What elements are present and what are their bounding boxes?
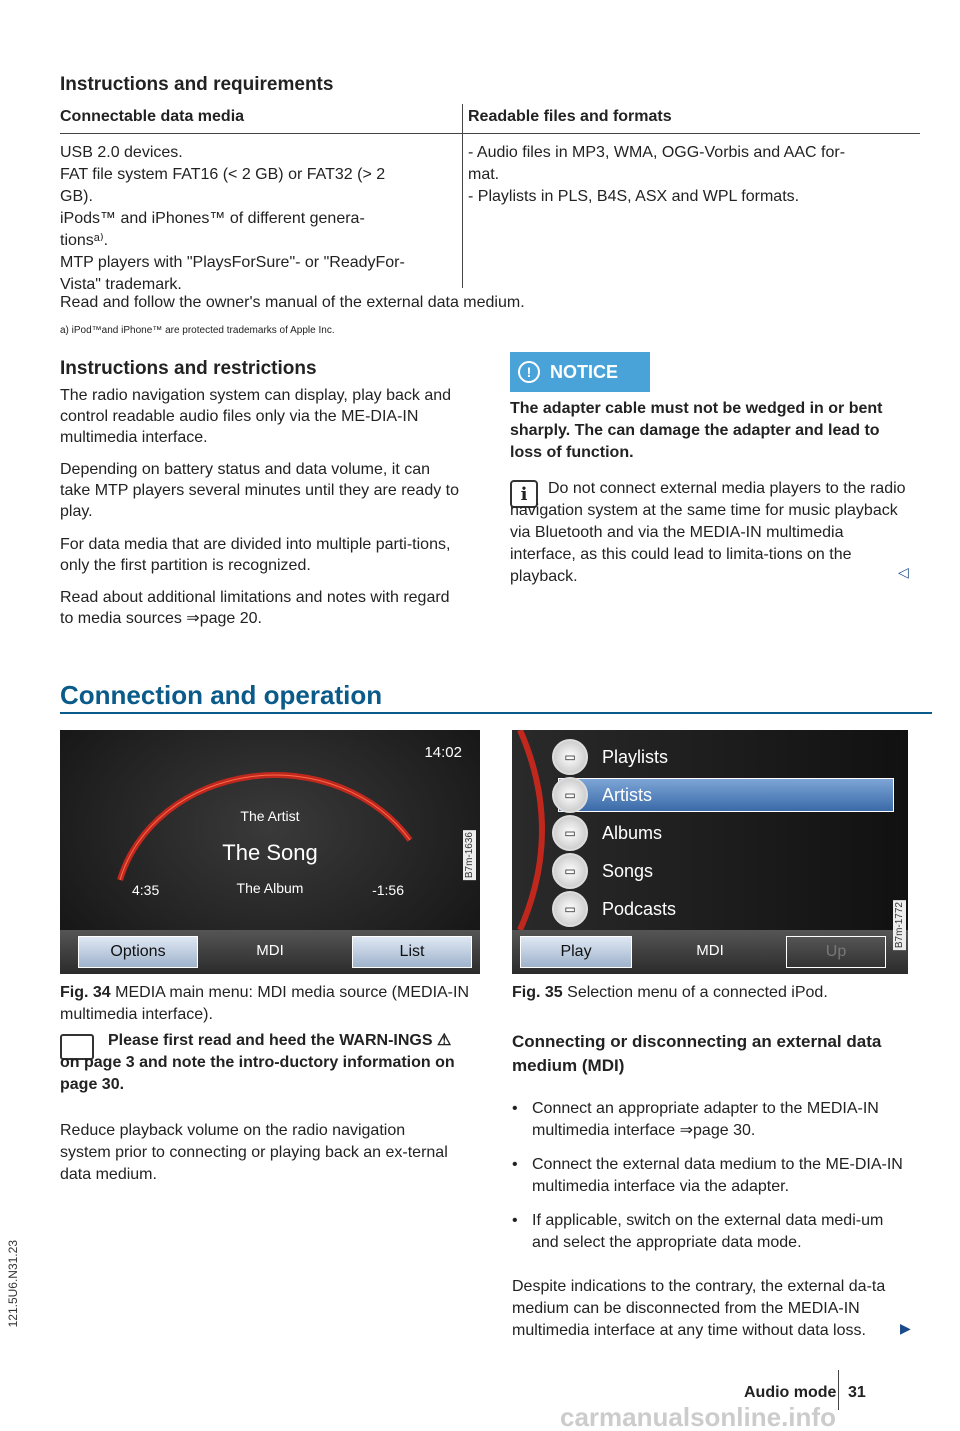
menu-item-label: Songs [602,860,654,881]
restriction-paragraph: Read about additional limitations and notes with regard to media sources ⇒page 20. [60,589,450,628]
heading-connecting: Connecting or disconnecting an external data medium (MDI) [512,1032,882,1075]
folder-icon: ▭ [552,891,588,927]
col1-line: iPods™ and iPhones™ of different genera- [60,210,365,227]
fig34-caption-text: MEDIA main menu: MDI media source (MEDIA-IN multimedia interface). [60,984,470,1023]
heading-requirements: Instructions and requirements [60,74,334,95]
warning-text: Please first read and heed the WARN-INGS ⚠ on page 3 and note the intro-ductory information on page 30. [60,1032,455,1093]
footer-divider [838,1370,839,1410]
side-code: 121.5U6.N31.23 [6,1240,20,1328]
bullet-icon: • [512,1212,518,1229]
table-col2-head: Readable files and formats [468,108,672,125]
notice-icon: ! [518,361,540,383]
info-icon: i [510,480,538,508]
table-col2 [468,142,908,208]
step-item [512,1098,912,1142]
footnote: a) iPod™and iPhone™ are protected trademarks of Apple Inc. [60,325,335,336]
list-button[interactable]: List [352,936,472,968]
menu-item-label: Albums [602,822,663,843]
col1-line: tionsᵃ⁾. [60,232,109,249]
folder-icon: ▭ [552,853,588,889]
read-follow-text: Read and follow the owner's manual of the external data medium. [60,294,525,311]
menu-item-podcasts[interactable] [552,888,894,930]
col1-line: USB 2.0 devices. [60,144,183,161]
up-button[interactable]: Up [786,936,886,968]
notice-label: NOTICE [550,361,619,382]
continue-arrow-icon: ▶ [900,1320,911,1336]
fig34-button-bar [60,930,480,974]
fig35-caption [512,982,908,1004]
bullet-icon: • [512,1100,518,1117]
step-item [512,1154,912,1198]
fig34-number: Fig. 34 [60,984,111,1001]
page-number: 31 [848,1384,866,1401]
elapsed-time: 4:35 [132,882,160,898]
mdi-label: MDI [696,942,724,959]
menu-item-playlists[interactable] [552,736,894,778]
table-header-rule [60,133,920,134]
fig35-number: Fig. 35 [512,984,563,1001]
table-col1 [60,142,460,296]
bullet-icon: • [512,1156,518,1173]
notice-label-box [510,352,650,392]
menu-item-label: Artists [602,784,653,805]
fig35-code: B7m-1772 [894,902,905,949]
notice-bold-text: The adapter cable must not be wedged in or bent sharply. The can damage the adapter and lead to loss of function. [510,400,883,461]
fig34-caption [60,982,480,1026]
reduce-volume-text: Reduce playback volume on the radio navigation system prior to connecting or playing back an ex-ternal data medium. [60,1122,448,1183]
table-col1-head: Connectable data media [60,108,245,125]
step-text: If applicable, switch on the external data medi-um and select the appropriate data mode. [532,1212,884,1251]
options-button[interactable]: Options [78,936,198,968]
notice-info-text: Do not connect external media players to the radio navigation system at the same time for music playback via Bluetooth and via the MEDIA-IN multimedia interface, as this could lead to limita-tions on the playback. [510,480,906,585]
col1-line: Vista" trademark. [60,276,182,293]
remaining-time: -1:56 [372,882,404,898]
step-text: Connect the external data medium to the ME-DIA-IN multimedia interface via the adapter. [532,1156,903,1195]
restriction-paragraph: For data media that are divided into multiple parti-tions, only the first partition is recognized. [60,535,451,574]
table-column-divider [462,104,463,288]
col2-line: mat. [468,166,500,183]
back-arrow-icon: ◁ [898,564,909,580]
artist-label: The Artist [240,808,300,824]
fig34-screen [60,730,480,974]
folder-icon: ▭ [552,815,588,851]
clock: 14:02 [424,744,462,761]
section-title: Connection and operation [60,680,383,710]
menu-item-artists[interactable] [552,774,894,816]
restriction-paragraph: The radio navigation system can display, play back and control readable audio files only via the ME-DIA-IN multimedia interface. [60,387,452,446]
footer-label: Audio mode [744,1384,837,1401]
col1-line: FAT file system FAT16 (< 2 GB) or FAT32 (> 2 [60,166,386,183]
menu-item-albums[interactable] [552,812,894,854]
menu-item-label: Podcasts [602,898,677,919]
fig35-button-bar [512,930,908,974]
mdi-label: MDI [256,942,284,959]
song-label: The Song [222,840,318,865]
steps-list [512,1098,912,1254]
fig34-code: B7m-1636 [464,832,475,879]
col1-line: MTP players with "PlaysForSure"- or "ReadyFor- [60,254,405,271]
folder-icon: ▭ [552,739,588,775]
step-item [512,1210,912,1254]
folder-icon: ▭ [552,777,588,813]
fig35-caption-text: Selection menu of a connected iPod. [567,984,828,1001]
play-button[interactable]: Play [520,936,632,968]
heading-restrictions: Instructions and restrictions [60,358,317,379]
step-text: Connect an appropriate adapter to the MEDIA-IN multimedia interface ⇒page 30. [532,1100,879,1139]
menu-item-label: Playlists [602,746,669,767]
col2-line: - Audio files in MP3, WMA, OGG-Vorbis and AAC for- [468,144,846,161]
restrictions-block [60,386,460,630]
watermark: carmanualsonline.info [560,1402,836,1431]
restriction-paragraph: Depending on battery status and data volume, it can take MTP players several minutes until they are ready to play. [60,461,459,520]
menu-item-songs[interactable] [552,850,894,892]
col2-line: - Playlists in PLS, B4S, ASX and WPL formats. [468,188,800,205]
despite-text: Despite indications to the contrary, the external da-ta medium can be disconnected from the MEDIA-IN multimedia interface at any time without data loss. [512,1278,886,1339]
album-label: The Album [236,880,304,896]
col1-line: GB). [60,188,93,205]
section-rule [60,712,932,714]
fig35-screen [512,730,908,974]
